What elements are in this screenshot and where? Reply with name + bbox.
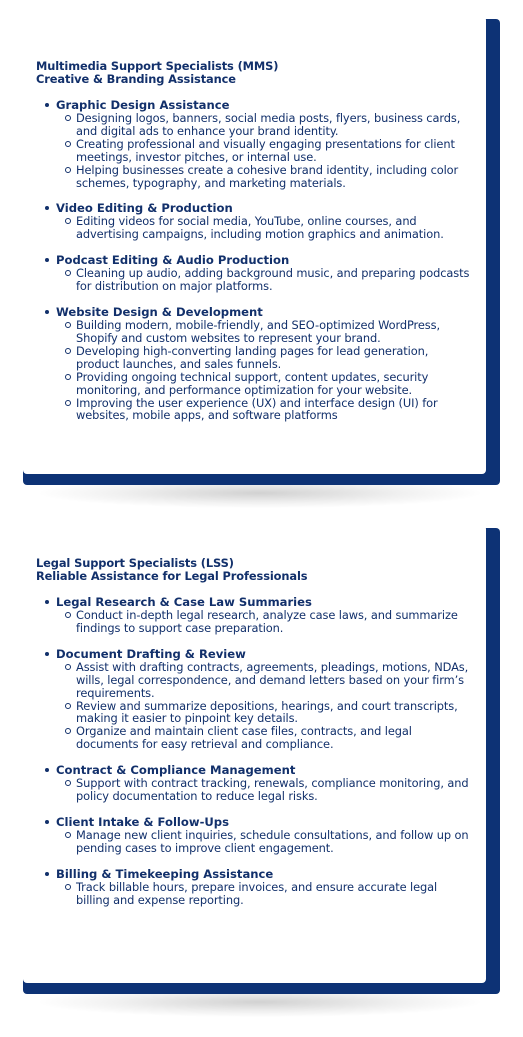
- section-website-design: [36, 306, 474, 422]
- list-item-text: Support with contract tracking, renewals, compliance monitoring, and policy documentation to reduce legal risks.: [76, 776, 469, 804]
- list-item-text: Designing logos, banners, social media posts, flyers, business cards, and digital ads to enhance your brand identity.: [76, 111, 461, 138]
- section-document-drafting: [36, 648, 474, 751]
- section-podcast-editing: [36, 254, 474, 293]
- section-title: Billing & Timekeeping Assistance: [36, 868, 474, 881]
- section-title: Podcast Editing & Audio Production: [36, 254, 474, 267]
- section-title: Graphic Design Assistance: [36, 99, 474, 112]
- list-item: [36, 371, 474, 397]
- section-title: Video Editing & Production: [36, 202, 474, 215]
- card-content-lss: [36, 557, 474, 907]
- list-item-text: Providing ongoing technical support, content updates, security monitoring, and performance optimization for your website.: [76, 369, 429, 397]
- card-content-mms: [36, 60, 474, 422]
- card-title: Legal Support Specialists (LSS): [36, 556, 234, 570]
- list-item-text: Manage new client inquiries, schedule consultations, and follow up on pending cases to improve client engagement.: [76, 827, 469, 855]
- section-title: Client Intake & Follow-Ups: [36, 816, 474, 829]
- list-item: [36, 397, 474, 423]
- section-title: Website Design & Development: [36, 306, 474, 319]
- list-item: [36, 661, 474, 700]
- section-contract-compliance: [36, 764, 474, 803]
- section-graphic-design: [36, 99, 474, 189]
- list-item-text: Helping businesses create a cohesive brand identity, including color schemes, typography, and marketing materials.: [76, 162, 459, 190]
- list-item: [36, 829, 474, 855]
- list-item-text: Conduct in-depth legal research, analyze case laws, and summarize findings to support case preparation.: [76, 608, 458, 635]
- section-video-editing: [36, 202, 474, 241]
- list-item-text: Organize and maintain client case files, contracts, and legal documents for easy retrieval and compliance.: [76, 724, 412, 752]
- list-item-text: Review and summarize depositions, hearings, and court transcripts, making it easier to pinpoint key details.: [76, 698, 458, 726]
- section-title: Document Drafting & Review: [36, 648, 474, 661]
- list-item: [36, 164, 474, 190]
- card-subtitle: Creative & Branding Assistance: [36, 71, 236, 86]
- list-item: [36, 609, 474, 635]
- list-item: [36, 345, 474, 371]
- list-item: [36, 881, 474, 907]
- list-item: [36, 215, 474, 241]
- list-item-text: Editing videos for social media, YouTube, online courses, and advertising campaigns, including motion graphics and animation.: [76, 214, 444, 242]
- section-title: Contract & Compliance Management: [36, 764, 474, 777]
- list-item-text: Track billable hours, prepare invoices, and ensure accurate legal billing and expense reporting.: [76, 879, 438, 907]
- section-legal-research: [36, 596, 474, 635]
- list-item: [36, 112, 474, 138]
- list-item-text: Developing high-converting landing pages for lead generation, product launches, and sales funnels.: [76, 343, 429, 371]
- list-item: [36, 267, 474, 293]
- card-title: Multimedia Support Specialists (MMS): [36, 59, 279, 73]
- section-title: Legal Research & Case Law Summaries: [36, 596, 474, 609]
- list-item-text: Creating professional and visually engaging presentations for client meetings, investor pitches, or internal use.: [76, 136, 455, 164]
- list-item-text: Improving the user experience (UX) and interface design (UI) for websites, mobile apps, and software platforms: [76, 395, 438, 423]
- list-item-text: Cleaning up audio, adding background music, and preparing podcasts for distribution on major platforms.: [76, 266, 470, 294]
- list-item-text: Assist with drafting contracts, agreements, pleadings, motions, NDAs, wills, legal correspondence, and demand letters based on your firm’s requirements.: [76, 659, 469, 700]
- list-item: [36, 138, 474, 164]
- list-item: [36, 319, 474, 345]
- list-item: [36, 700, 474, 726]
- list-item: [36, 725, 474, 751]
- section-client-intake: [36, 816, 474, 855]
- list-item-text: Building modern, mobile-friendly, and SEO-optimized WordPress, Shopify and custom websites to represent your brand.: [76, 318, 440, 345]
- card-subtitle: Reliable Assistance for Legal Professionals: [36, 568, 308, 583]
- list-item: [36, 777, 474, 803]
- section-billing-timekeeping: [36, 868, 474, 907]
